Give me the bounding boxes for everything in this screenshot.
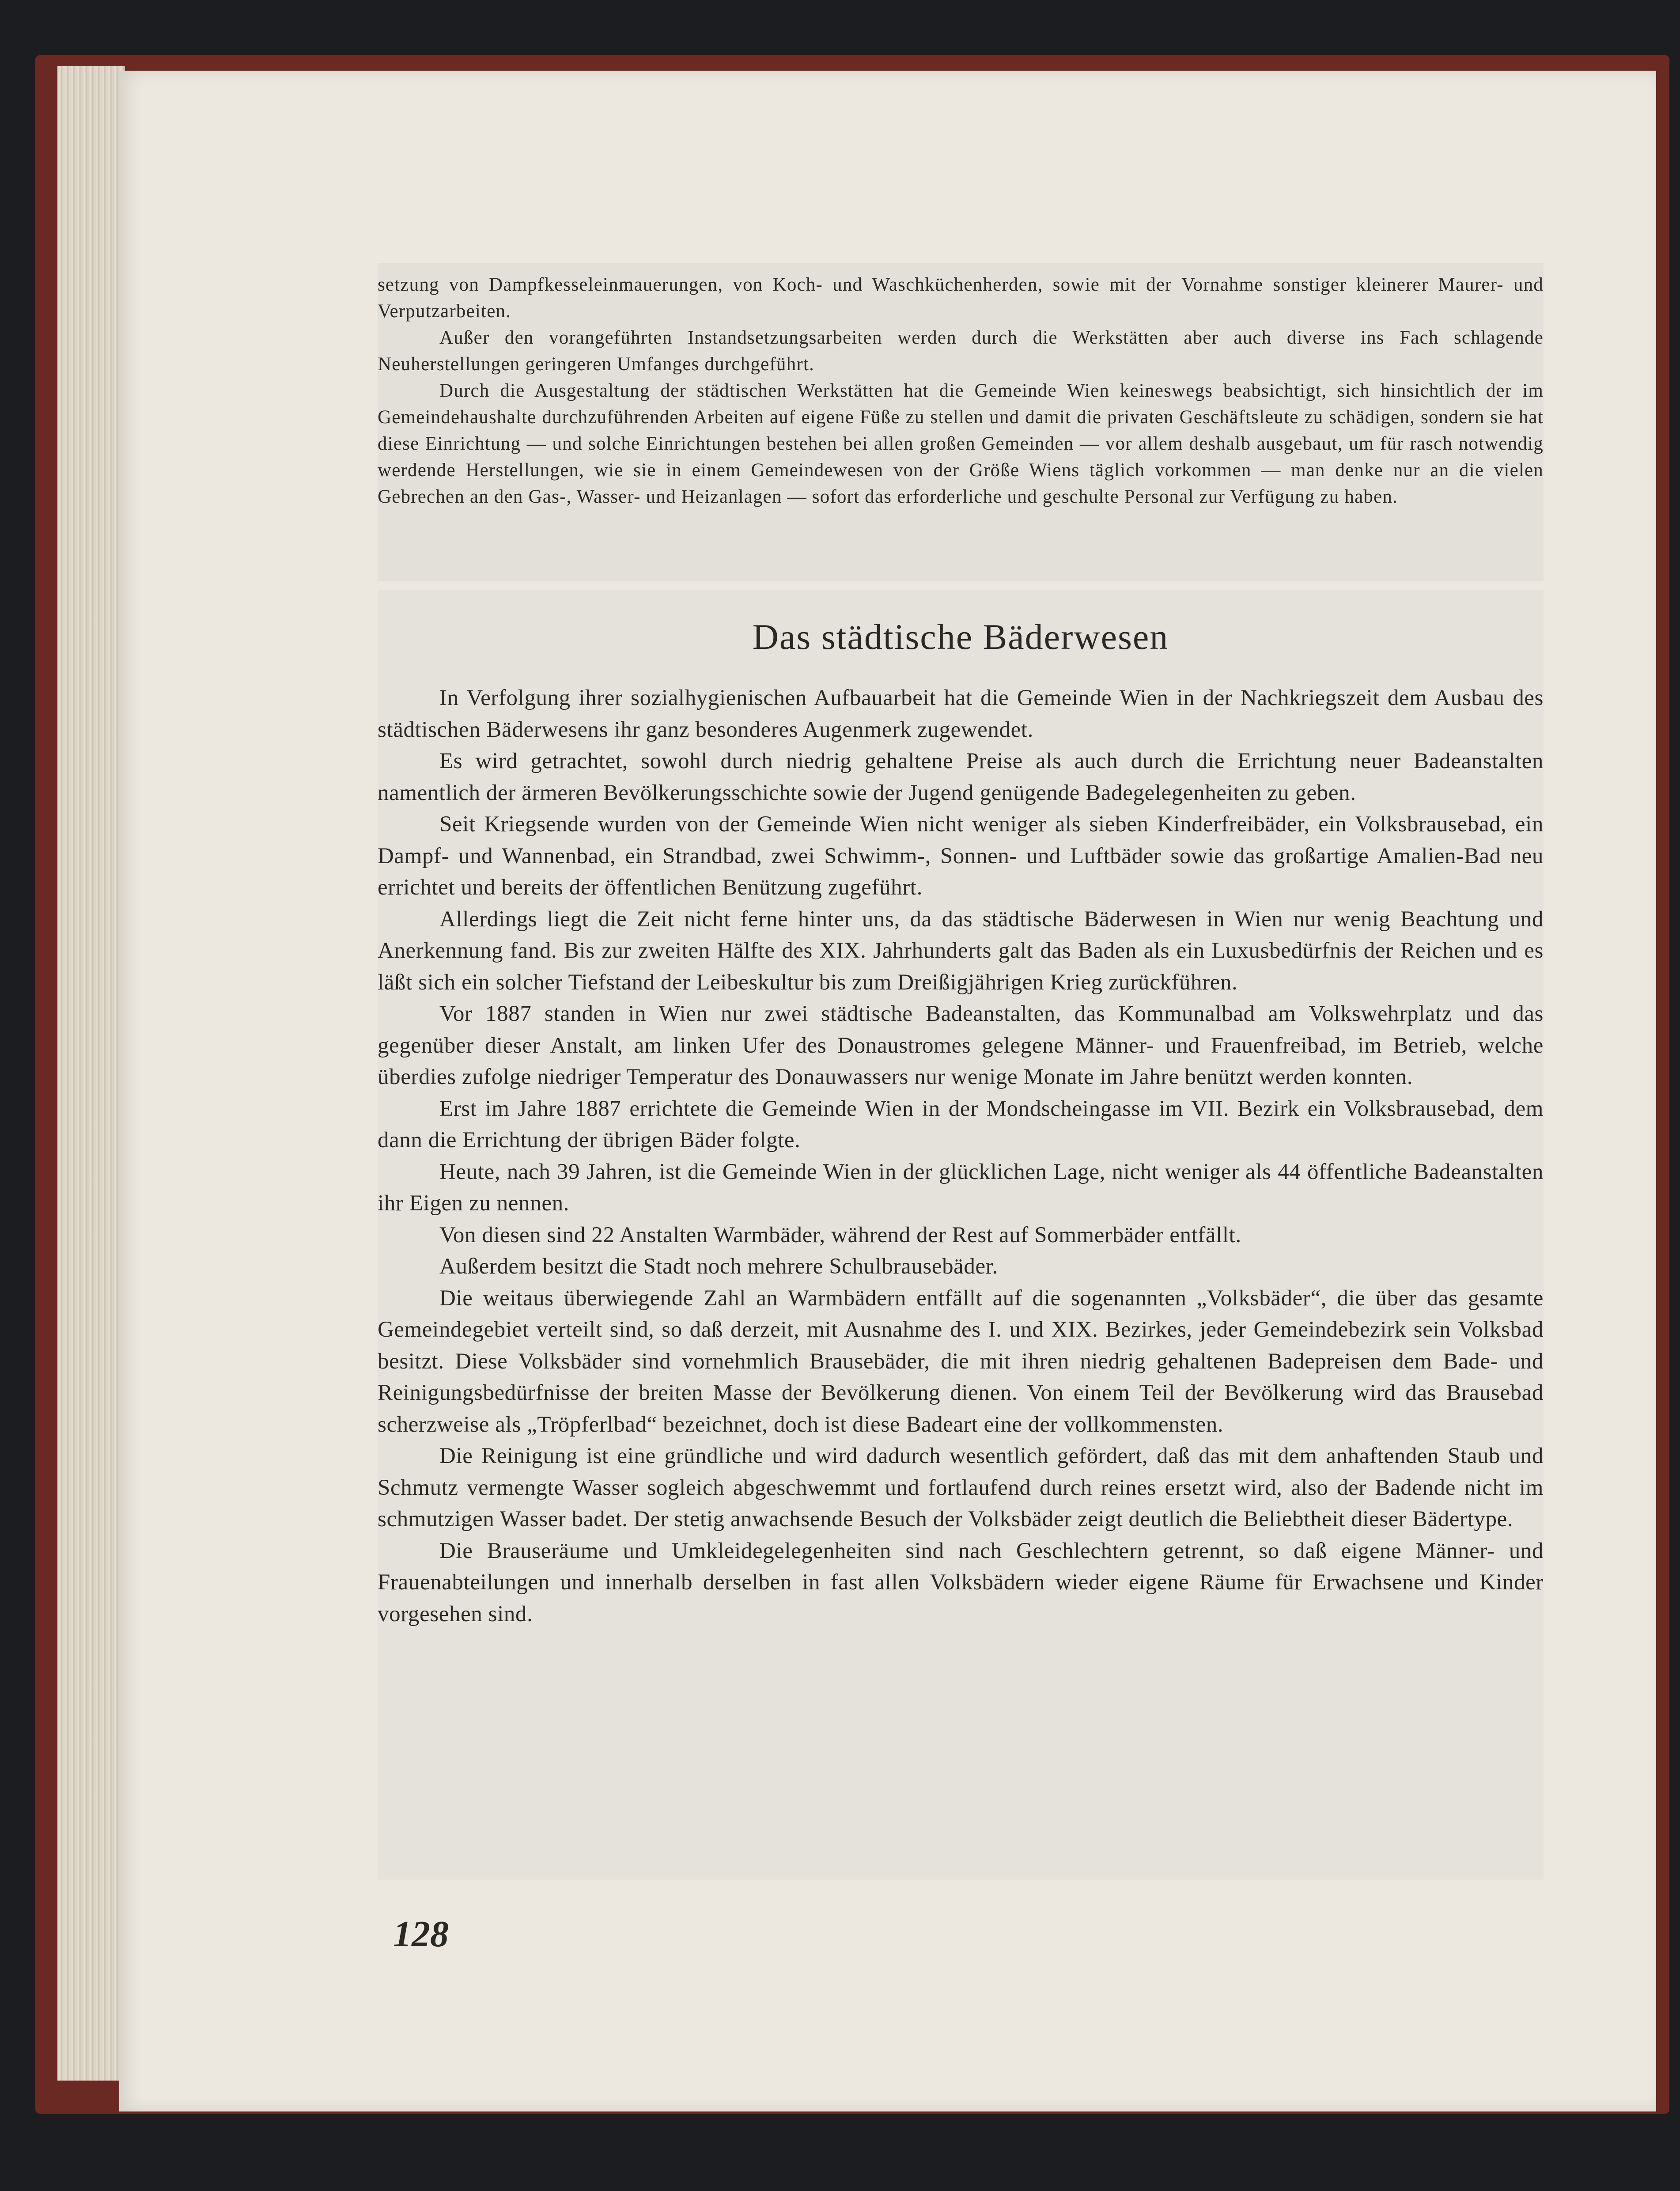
paragraph: Die Reinigung ist eine gründliche und wird dadurch wesentlich gefördert, daß das mit dem anhaftenden Staub und Schmutz vermengte Wasser sogleich abgeschwemmt und fortlaufend durch reines ersetzt wird, also der Badende nicht im schmutzigen Wasser badet. Der stetig anwachsende Besuch der Volksbäder zeigt deutlich die Beliebtheit dieser Bädertype.	[378, 1444, 1544, 1531]
paragraph: In Verfolgung ihrer sozialhygienischen Aufbauarbeit hat die Gemeinde Wien in der Nachkriegszeit dem Ausbau des städtischen Bäderwesens ihr ganz besonderes Augenmerk zugewendet.	[378, 686, 1544, 742]
paragraph: Außer den vorangeführten Instandsetzungsarbeiten werden durch die Werkstätten aber auch diverse ins Fach schlagende Neuherstellungen geringeren Umfanges durchgeführt.	[378, 327, 1544, 375]
page-edges	[57, 66, 125, 2081]
section-heading: Das städtische Bäderwesen	[752, 617, 1169, 657]
paragraph: setzung von Dampfkesseleinmauerungen, von Koch- und Waschküchenherden, sowie mit der Vornahme sonstiger kleinerer Maurer- und Verputzarbeiten.	[378, 274, 1544, 322]
paragraph: Vor 1887 standen in Wien nur zwei städtische Badeanstalten, das Kommunalbad am Volkswehrplatz und das gegenüber dieser Anstalt, am linken Ufer des Donaustromes gelegene Männer- und Frauenfreibad, im Betrieb, welche überdies zufolge niedriger Temperatur des Donauwassers nur wenige Monate im Jahre benützt werden konnten.	[378, 1001, 1544, 1089]
paragraph: Durch die Ausgestaltung der städtischen Werkstätten hat die Gemeinde Wien keineswegs beabsichtigt, sich hinsichtlich der im Gemeindehaushalte durchzuführenden Arbeiten auf eigene Füße zu stellen und damit die privaten Geschäftsleute zu schädigen, sondern sie hat diese Einrichtung — und solche Einrichtungen bestehen bei allen großen Gemeinden — vor allem deshalb ausgebaut, um für rasch notwendig werdende Herstellungen, wie sie in einem Gemeindewesen von der Größe Wiens täglich vorkommen — man denke nur an die vielen Gebrechen an den Gas-, Wasser- und Heizanlagen — sofort das erforderliche und geschulte Personal zur Verfügung zu haben.	[378, 380, 1544, 507]
continued-text-block	[378, 272, 1544, 510]
paragraph: Die weitaus überwiegende Zahl an Warmbädern entfällt auf die sogenannten „Volksbäder“, die über das gesamte Gemeindegebiet verteilt sind, so daß derzeit, mit Ausnahme des I. und XIX. Bezirkes, jeder Gemeindebezirk sein Volksbad besitzt. Diese Volksbäder sind vornehmlich Brausebäder, die mit ihren niedrig gehaltenen Badepreisen dem Bade- und Reinigungsbedürfnisse der breiten Masse der Bevölkerung dienen. Von einem Teil der Bevölkerung wird das Brausebad scherzweise als „Tröpferlbad“ bezeichnet, doch ist diese Badeart eine der vollkommensten.	[378, 1285, 1544, 1437]
paragraph: Es wird getrachtet, sowohl durch niedrig gehaltene Preise als auch durch die Errichtung neuer Badeanstalten namentlich der ärmeren Bevölkerungsschichte sowie der Jugend genügende Badegelegenheiten zu geben.	[378, 749, 1544, 805]
paragraph: Heute, nach 39 Jahren, ist die Gemeinde Wien in der glücklichen Lage, nicht weniger als 44 öffentliche Badeanstalten ihr Eigen zu nennen.	[378, 1159, 1544, 1216]
paragraph: Seit Kriegsende wurden von der Gemeinde Wien nicht weniger als sieben Kinderfreibäder, ein Volksbrausebad, ein Dampf- und Wannenbad, ein Strandbad, zwei Schwimm-, Sonnen- und Luftbäder sowie das großartige Amalien-Bad neu errichtet und bereits der öffentlichen Benützung zugeführt.	[378, 812, 1544, 900]
paragraph: Von diesen sind 22 Anstalten Warmbäder, während der Rest auf Sommerbäder entfällt.	[439, 1222, 1241, 1247]
section-body	[378, 682, 1544, 1630]
paragraph: Erst im Jahre 1887 errichtete die Gemeinde Wien in der Mondscheingasse im VII. Bezirk ein Volksbrausebad, dem dann die Errichtung der übrigen Bäder folgte.	[378, 1096, 1544, 1152]
paragraph: Die Brauseräume und Umkleidegelegenheiten sind nach Geschlechtern getrennt, so daß eigene Männer- und Frauenabteilungen und innerhalb derselben in fast allen Volksbädern wieder eigene Räume für Erwachsene und Kinder vorgesehen sind.	[378, 1538, 1544, 1626]
paragraph: Außerdem besitzt die Stadt noch mehrere Schulbrausebäder.	[439, 1254, 998, 1279]
paragraph: Allerdings liegt die Zeit nicht ferne hinter uns, da das städtische Bäderwesen in Wien nur wenig Beachtung und Anerkennung fand. Bis zur zweiten Hälfte des XIX. Jahrhunderts galt das Baden als ein Luxusbedürfnis der Reichen und es läßt sich ein solcher Tiefstand der Leibeskultur bis zum Dreißigjährigen Krieg zurückführen.	[378, 906, 1544, 995]
page-number: 128	[393, 1914, 449, 1955]
